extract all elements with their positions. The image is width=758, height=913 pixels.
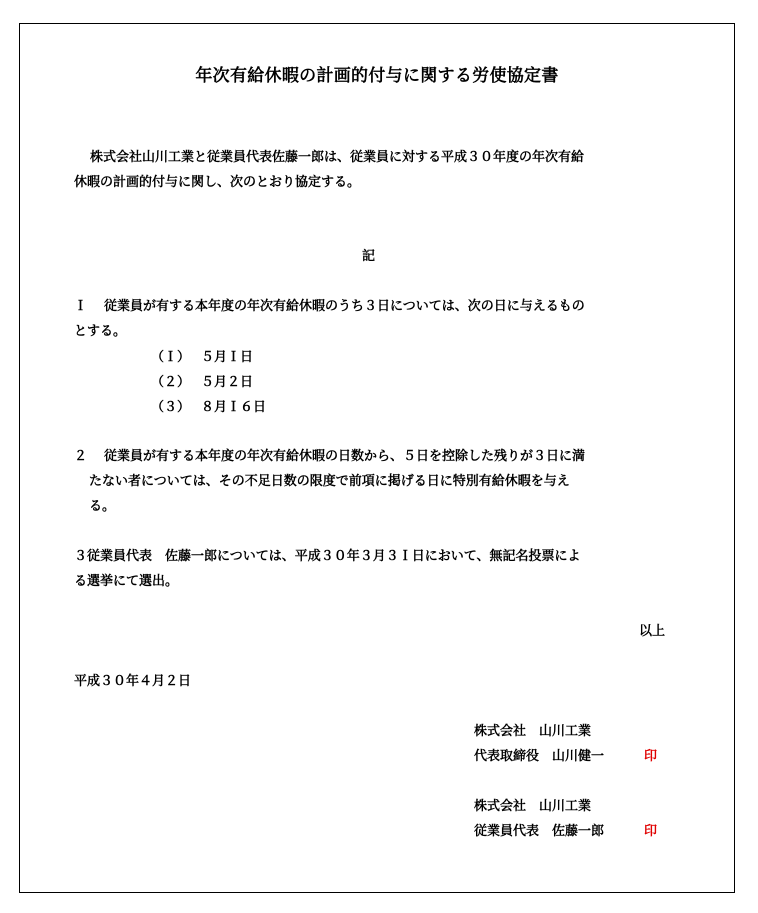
signature-1-name: 代表取締役 山川健一 — [474, 749, 605, 764]
item2-number: ２ — [74, 449, 88, 464]
document-page — [19, 23, 735, 893]
item3-line-2: る選挙にて選出。 — [74, 574, 179, 589]
item2-line-3: る。 — [89, 499, 116, 514]
agreement-date: 平成３０年４月２日 — [74, 674, 192, 689]
date-value-2: ５月２日 — [201, 375, 254, 390]
date-label-3: （３） — [151, 400, 191, 415]
date-value-3: ８月Ｉ６日 — [201, 400, 267, 415]
closing-text: 以上 — [639, 624, 666, 639]
intro-line-2: 休暇の計画的付与に関し、次のとおり協定する。 — [74, 175, 361, 190]
item2-line-2: たない者については、その不足日数の限度で前項に掲げる日に特別有給休暇を与え — [89, 474, 570, 489]
signature-1-company: 株式会社 山川工業 — [474, 724, 592, 739]
date-label-2: （２） — [151, 375, 191, 390]
signature-2-company: 株式会社 山川工業 — [474, 799, 592, 814]
document-title: 年次有給休暇の計画的付与に関する労使協定書 — [195, 66, 559, 86]
item2-line-1: 従業員が有する本年度の年次有給休暇の日数から、５日を控除した残りが３日に満 — [104, 449, 586, 464]
item1-line-1: 従業員が有する本年度の年次有給休暇のうち３日については、次の日に与えるもの — [104, 299, 585, 314]
signature-2-seal-icon: 印 — [644, 824, 658, 839]
item3-line-1: ３従業員代表 佐藤一郎については、平成３０年３月３Ｉ日において、無記名投票によ — [74, 549, 581, 564]
item1-line-2: とする。 — [74, 324, 127, 339]
date-value-1: ５月Ｉ日 — [201, 350, 254, 365]
signature-2-name: 従業員代表 佐藤一郎 — [474, 824, 605, 839]
signature-1-seal-icon: 印 — [644, 749, 658, 764]
intro-line-1: 株式会社山川工業と従業員代表佐藤一郎は、従業員に対する平成３０年度の年次有給 — [90, 150, 585, 165]
ki-heading: 記 — [362, 249, 376, 264]
item1-number: Ｉ — [74, 299, 88, 314]
date-label-1: （Ｉ） — [151, 350, 191, 365]
